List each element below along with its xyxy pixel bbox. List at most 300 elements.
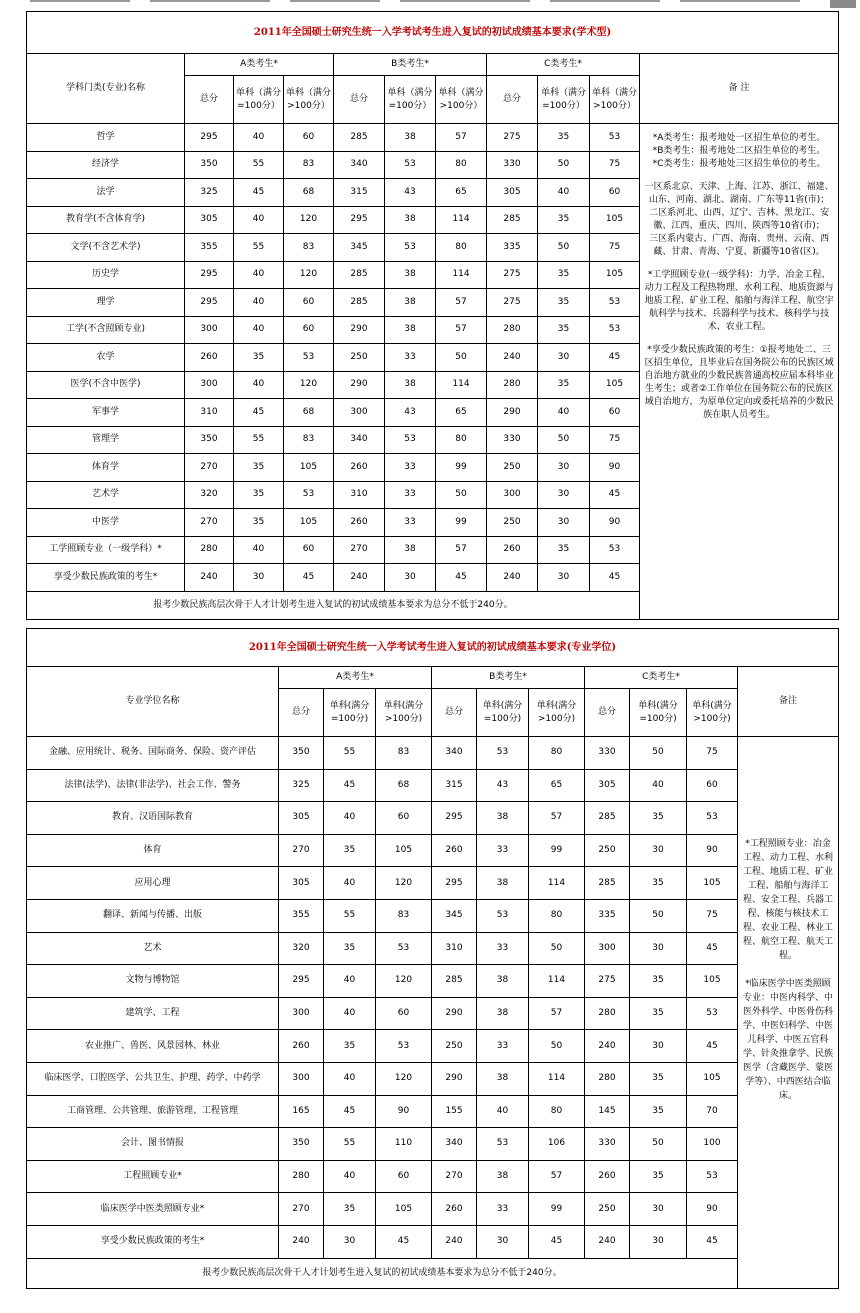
score-cell: 50 [630,1128,687,1161]
score-cell: 60 [376,1160,432,1193]
row-name: 享受少数民族政策的考生* [27,1225,279,1258]
score-cell: 295 [185,261,234,289]
score-cell: 38 [385,206,436,234]
column-header-notes: 备 注 [640,54,839,124]
score-cell: 110 [376,1128,432,1161]
professional-score-table [26,628,839,1289]
score-cell: 55 [324,899,376,932]
score-cell: 300 [279,997,324,1030]
score-cell: 295 [185,124,234,152]
score-cell: 290 [432,1062,477,1095]
score-cell: 120 [284,261,334,289]
row-name: 管理学 [27,426,185,454]
score-cell: 35 [630,1095,687,1128]
sub-header: 总分 [585,689,630,737]
score-cell: 30 [538,564,590,592]
score-cell: 260 [432,834,477,867]
score-cell: 35 [234,454,284,482]
score-cell: 35 [234,344,284,372]
score-cell: 35 [538,206,590,234]
scroll-button[interactable] [830,0,856,8]
score-cell: 105 [590,371,640,399]
row-name: 工程照顾专业* [27,1160,279,1193]
score-cell: 40 [234,124,284,152]
row-name: 应用心理 [27,867,279,900]
score-cell: 30 [538,454,590,482]
score-cell: 30 [538,344,590,372]
score-cell: 100 [687,1128,738,1161]
table-row [27,1095,839,1128]
score-cell: 80 [529,899,585,932]
row-name: 文学(不含艺术学) [27,234,185,262]
score-cell: 50 [538,426,590,454]
score-cell: 300 [585,932,630,965]
note-paragraph: *A类考生：报考地处一区招生单位的考生。 *B类考生：报考地处二区招生单位的考生。 *C类考生：报考地处三区招生单位的考生。 [652,133,826,169]
row-name: 工学(不含照顾专业) [27,316,185,344]
row-name: 哲学 [27,124,185,152]
score-cell: 55 [324,737,376,770]
score-cell: 45 [436,564,487,592]
score-cell: 280 [185,536,234,564]
row-name: 临床医学中医类照顾专业* [27,1193,279,1226]
sub-header: 单科（满分=100分） [385,76,436,124]
sub-header: 总分 [185,76,234,124]
score-cell: 330 [585,737,630,770]
score-cell: 40 [324,997,376,1030]
row-name: 中医学 [27,509,185,537]
note-paragraph: *工学照顾专业(一级学科)：力学、冶金工程、动力工程及工程热物理、水利工程、地质资源与地质工程、矿业工程、船舶与海洋工程、航空宇航科学与技术、兵器科学与技术、核科学与技术、农业工程。 [644,270,834,332]
score-cell: 260 [487,536,538,564]
score-cell: 30 [234,564,284,592]
table-row [27,834,839,867]
score-cell: 45 [687,1225,738,1258]
score-cell: 295 [279,965,324,998]
score-cell: 270 [185,454,234,482]
score-cell: 75 [590,426,640,454]
score-cell: 55 [234,426,284,454]
top-strip [0,0,860,8]
score-cell: 80 [529,1095,585,1128]
score-cell: 355 [185,234,234,262]
score-cell: 35 [630,867,687,900]
score-cell: 280 [487,371,538,399]
score-cell: 38 [477,802,529,835]
score-cell: 80 [436,426,487,454]
score-cell: 40 [324,867,376,900]
score-cell: 75 [687,737,738,770]
score-cell: 50 [538,234,590,262]
note-paragraph: *临床医学中医类照顾专业：中医内科学、中医外科学、中医骨伤科学、中医妇科学、中医儿科学、中医五官科学、针灸推拿学、民族医学（含藏医学、蒙医学等）、中西医结合临床。 [743,979,834,1101]
score-cell: 45 [687,1030,738,1063]
score-cell: 38 [385,261,436,289]
score-cell: 285 [585,802,630,835]
score-cell: 83 [376,737,432,770]
score-cell: 35 [324,1030,376,1063]
score-cell: 30 [538,509,590,537]
row-name: 教育、汉语国际教育 [27,802,279,835]
score-cell: 105 [376,834,432,867]
score-cell: 325 [185,179,234,207]
row-name: 艺术 [27,932,279,965]
score-cell: 305 [185,206,234,234]
score-cell: 55 [234,151,284,179]
score-cell: 145 [585,1095,630,1128]
table-row [27,769,839,802]
row-name: 建筑学、工程 [27,997,279,1030]
score-cell: 99 [436,454,487,482]
table-row [27,1225,839,1258]
score-cell: 60 [376,802,432,835]
score-cell: 260 [334,509,385,537]
score-cell: 114 [436,261,487,289]
score-cell: 53 [376,1030,432,1063]
score-cell: 295 [185,289,234,317]
score-cell: 305 [585,769,630,802]
score-cell: 285 [487,206,538,234]
table-row [27,899,839,932]
sub-header: 单科(满分>100分) [687,689,738,737]
score-cell: 285 [334,261,385,289]
score-cell: 83 [376,899,432,932]
score-cell: 90 [687,1193,738,1226]
score-cell: 33 [385,509,436,537]
row-name: 工学照顾专业（一级学科）* [27,536,185,564]
score-cell: 280 [487,316,538,344]
score-cell: 270 [334,536,385,564]
top-strip-segment [290,0,380,2]
score-cell: 300 [334,399,385,427]
score-cell: 83 [284,426,334,454]
score-cell: 320 [185,481,234,509]
row-name: 体育 [27,834,279,867]
score-cell: 90 [376,1095,432,1128]
row-name: 历史学 [27,261,185,289]
score-cell: 114 [529,1062,585,1095]
score-cell: 38 [477,867,529,900]
score-cell: 33 [385,481,436,509]
score-cell: 35 [538,316,590,344]
score-cell: 53 [376,932,432,965]
score-cell: 55 [234,234,284,262]
score-cell: 40 [538,179,590,207]
row-name: 教育学(不含体育学) [27,206,185,234]
score-cell: 270 [279,1193,324,1226]
score-cell: 38 [477,997,529,1030]
row-name: 艺术学 [27,481,185,509]
score-cell: 38 [385,289,436,317]
score-cell: 53 [687,1160,738,1193]
score-cell: 250 [585,1193,630,1226]
score-cell: 275 [487,124,538,152]
score-cell: 280 [585,1062,630,1095]
score-cell: 90 [687,834,738,867]
sub-header: 单科（满分>100分） [436,76,487,124]
score-cell: 60 [687,769,738,802]
score-cell: 33 [385,454,436,482]
score-cell: 120 [376,965,432,998]
score-cell: 240 [585,1030,630,1063]
column-header-name: 专业学位名称 [27,667,279,737]
score-cell: 275 [487,261,538,289]
score-cell: 335 [487,234,538,262]
score-cell: 35 [324,834,376,867]
sub-header: 总分 [432,689,477,737]
score-cell: 45 [590,481,640,509]
score-cell: 90 [590,454,640,482]
score-cell: 65 [529,769,585,802]
score-cell: 65 [436,179,487,207]
score-cell: 250 [432,1030,477,1063]
score-cell: 305 [279,867,324,900]
score-cell: 57 [436,316,487,344]
score-cell: 315 [334,179,385,207]
sub-header: 单科（满分=100分） [234,76,284,124]
score-cell: 35 [234,481,284,509]
score-cell: 50 [538,151,590,179]
score-cell: 38 [477,1062,529,1095]
score-cell: 30 [630,932,687,965]
sub-header: 总分 [279,689,324,737]
score-cell: 83 [284,151,334,179]
row-name: 会计、图书情报 [27,1128,279,1161]
score-cell: 60 [376,997,432,1030]
score-cell: 50 [630,737,687,770]
score-cell: 53 [284,481,334,509]
score-cell: 355 [279,899,324,932]
score-cell: 295 [432,802,477,835]
score-cell: 57 [436,124,487,152]
score-cell: 35 [538,289,590,317]
score-cell: 33 [477,1193,529,1226]
score-cell: 53 [590,316,640,344]
score-cell: 240 [334,564,385,592]
score-cell: 40 [538,399,590,427]
score-cell: 35 [538,124,590,152]
score-cell: 285 [334,289,385,317]
score-cell: 105 [284,509,334,537]
score-cell: 45 [529,1225,585,1258]
score-cell: 57 [436,536,487,564]
score-cell: 53 [385,151,436,179]
score-cell: 114 [529,965,585,998]
note-paragraph: *享受少数民族政策的考生：①报考地处二、三区招生单位，且毕业后在国务院公布的民族区域自治地方就业的少数民族普通高校应届本科毕业生考生；或者②工作单位在国务院公布的民族区域自治地方，为原单位定向或委托培养的少数民族在职人员考生。 [644,345,834,420]
score-cell: 60 [590,399,640,427]
sub-header: 单科(满分>100分) [529,689,585,737]
score-cell: 350 [185,426,234,454]
top-strip-segment [680,0,800,2]
table-title: 2011年全国硕士研究生统一入学考试考生进入复试的初试成绩基本要求(学术型) [27,12,839,54]
score-cell: 335 [585,899,630,932]
score-cell: 106 [529,1128,585,1161]
score-cell: 105 [284,454,334,482]
score-cell: 40 [234,289,284,317]
score-cell: 30 [630,1225,687,1258]
score-cell: 53 [590,124,640,152]
score-cell: 35 [630,802,687,835]
score-cell: 310 [185,399,234,427]
score-cell: 105 [376,1193,432,1226]
row-name: 临床医学、口腔医学、公共卫生、护理、药学、中药学 [27,1062,279,1095]
score-cell: 285 [585,867,630,900]
sub-header: 单科（满分>100分） [590,76,640,124]
table-row [27,1160,839,1193]
score-cell: 310 [334,481,385,509]
score-cell: 340 [334,426,385,454]
table-row [27,737,839,770]
table-title: 2011年全国硕士研究生统一入学考试考生进入复试的初试成绩基本要求(专业学位) [27,629,839,667]
score-cell: 45 [590,344,640,372]
score-cell: 30 [324,1225,376,1258]
row-name: 金融、应用统计、税务、国际商务、保险、资产评估 [27,737,279,770]
score-cell: 70 [687,1095,738,1128]
sub-header: 总分 [487,76,538,124]
score-cell: 350 [279,1128,324,1161]
score-cell: 57 [436,289,487,317]
score-cell: 30 [538,481,590,509]
score-cell: 30 [630,834,687,867]
score-cell: 295 [334,206,385,234]
score-cell: 45 [376,1225,432,1258]
score-cell: 40 [234,371,284,399]
score-cell: 35 [630,997,687,1030]
score-cell: 43 [385,399,436,427]
score-cell: 45 [234,399,284,427]
score-cell: 53 [687,802,738,835]
score-cell: 105 [687,965,738,998]
score-cell: 40 [630,769,687,802]
row-name: 经济学 [27,151,185,179]
score-cell: 30 [630,1030,687,1063]
row-name: 理学 [27,289,185,317]
score-cell: 40 [477,1095,529,1128]
score-cell: 45 [324,769,376,802]
sub-header: 单科（满分=100分） [538,76,590,124]
row-name: 翻译、新闻与传播、出版 [27,899,279,932]
score-cell: 350 [279,737,324,770]
score-cell: 60 [284,124,334,152]
score-cell: 240 [487,564,538,592]
score-cell: 57 [529,802,585,835]
score-cell: 53 [477,1128,529,1161]
score-cell: 260 [432,1193,477,1226]
score-cell: 80 [436,151,487,179]
score-cell: 35 [538,261,590,289]
table-row [27,932,839,965]
score-cell: 43 [385,179,436,207]
score-cell: 33 [477,932,529,965]
table-row [27,867,839,900]
score-cell: 35 [538,536,590,564]
score-cell: 57 [529,1160,585,1193]
score-cell: 55 [324,1128,376,1161]
score-cell: 260 [279,1030,324,1063]
sub-header: 单科(满分=100分) [477,689,529,737]
score-cell: 290 [487,399,538,427]
score-cell: 45 [234,179,284,207]
score-cell: 315 [432,769,477,802]
score-cell: 60 [284,289,334,317]
score-cell: 155 [432,1095,477,1128]
score-cell: 325 [279,769,324,802]
row-name: 农业推广、兽医、风景园林、林业 [27,1030,279,1063]
score-cell: 65 [436,399,487,427]
score-cell: 35 [630,965,687,998]
score-cell: 80 [436,234,487,262]
score-cell: 345 [432,899,477,932]
score-cell: 40 [324,1160,376,1193]
score-cell: 270 [432,1160,477,1193]
score-cell: 120 [376,1062,432,1095]
top-strip-segment [550,0,660,2]
score-cell: 240 [432,1225,477,1258]
score-cell: 310 [432,932,477,965]
score-cell: 45 [687,932,738,965]
score-cell: 60 [284,536,334,564]
score-cell: 240 [279,1225,324,1258]
row-name: 文物与博物馆 [27,965,279,998]
column-header-name: 学科门类(专业)名称 [27,54,185,124]
score-cell: 330 [487,426,538,454]
score-cell: 340 [334,151,385,179]
score-cell: 280 [585,997,630,1030]
score-cell: 57 [529,997,585,1030]
column-header-notes: 备注 [738,667,839,737]
top-strip-segment [150,0,270,2]
score-cell: 330 [585,1128,630,1161]
score-cell: 43 [477,769,529,802]
score-cell: 350 [185,151,234,179]
score-cell: 83 [284,234,334,262]
score-cell: 75 [687,899,738,932]
group-header-a: A类考生* [185,54,334,76]
score-cell: 40 [324,1062,376,1095]
score-cell: 40 [234,536,284,564]
score-cell: 50 [529,1030,585,1063]
sub-header: 单科(满分>100分) [376,689,432,737]
score-cell: 53 [590,289,640,317]
score-cell: 120 [284,206,334,234]
score-cell: 80 [529,737,585,770]
score-cell: 53 [477,737,529,770]
table-row [27,1193,839,1226]
score-cell: 275 [487,289,538,317]
row-name: 法学 [27,179,185,207]
row-name: 享受少数民族政策的考生* [27,564,185,592]
score-cell: 90 [590,509,640,537]
score-cell: 114 [529,867,585,900]
score-cell: 300 [487,481,538,509]
score-cell: 35 [234,509,284,537]
score-cell: 105 [687,867,738,900]
group-header-a: A类考生* [279,667,432,689]
score-cell: 114 [436,371,487,399]
score-cell: 105 [590,261,640,289]
score-cell: 290 [334,316,385,344]
score-cell: 45 [324,1095,376,1128]
score-cell: 30 [385,564,436,592]
footer-note: 报考少数民族高层次骨干人才计划考生进入复试的初试成绩基本要求为总分不低于240分。 [27,591,640,619]
score-cell: 60 [590,179,640,207]
score-cell: 240 [487,344,538,372]
score-cell: 33 [477,834,529,867]
score-cell: 250 [585,834,630,867]
score-cell: 280 [279,1160,324,1193]
row-name: 军事学 [27,399,185,427]
score-cell: 270 [279,834,324,867]
score-cell: 260 [334,454,385,482]
score-cell: 330 [487,151,538,179]
score-cell: 285 [334,124,385,152]
